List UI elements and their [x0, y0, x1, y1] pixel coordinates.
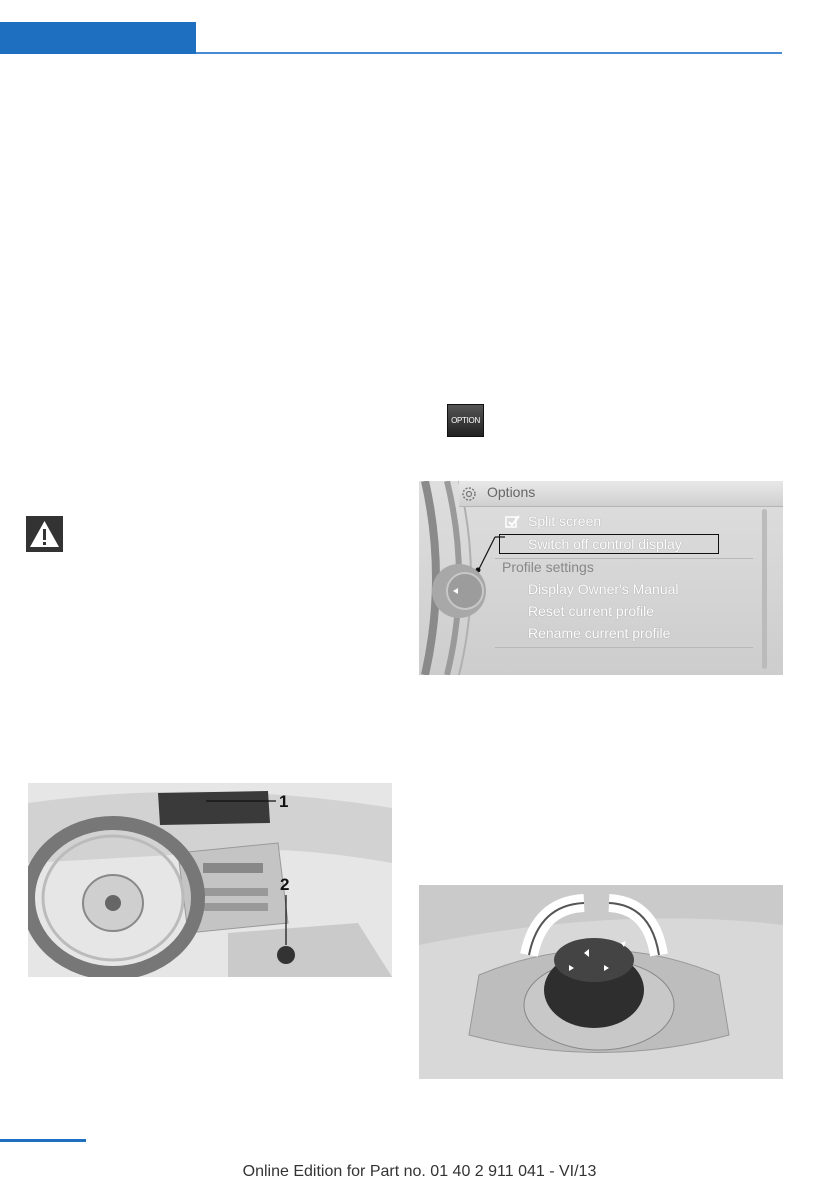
callout-1: 1 [279, 792, 289, 811]
section-profile-settings: Profile settings [502, 559, 594, 575]
menu-item-display-manual[interactable]: Display Owner's Manual [528, 581, 679, 597]
header-rule [196, 52, 782, 54]
option-button[interactable]: OPTION [447, 404, 484, 437]
controller-figure [419, 885, 783, 1079]
menu-item-reset-profile[interactable]: Reset current profile [528, 603, 655, 619]
controller-knob-graphic [429, 561, 489, 621]
options-menu-figure [419, 481, 783, 675]
menu-item-split-screen[interactable]: Split screen [528, 513, 602, 529]
scrollbar[interactable] [762, 509, 767, 669]
menu-item-rename-profile[interactable]: Rename current profile [528, 625, 671, 641]
footer-accent-line [0, 1139, 86, 1142]
header-accent-bar [0, 22, 196, 54]
divider [495, 647, 753, 648]
warning-icon [26, 516, 63, 552]
footer-edition-text: Online Edition for Part no. 01 40 2 911 041 - VI/13 [242, 1163, 597, 1180]
cockpit-illustration [28, 783, 392, 977]
cockpit-figure [28, 783, 392, 977]
checkbox-icon[interactable] [505, 515, 521, 529]
options-title: Options [487, 484, 536, 500]
controller-illustration [419, 885, 783, 1079]
menu-item-switch-off-display[interactable]: Switch off control display [528, 536, 682, 552]
callout-2: 2 [280, 875, 290, 894]
gear-icon [460, 485, 478, 503]
